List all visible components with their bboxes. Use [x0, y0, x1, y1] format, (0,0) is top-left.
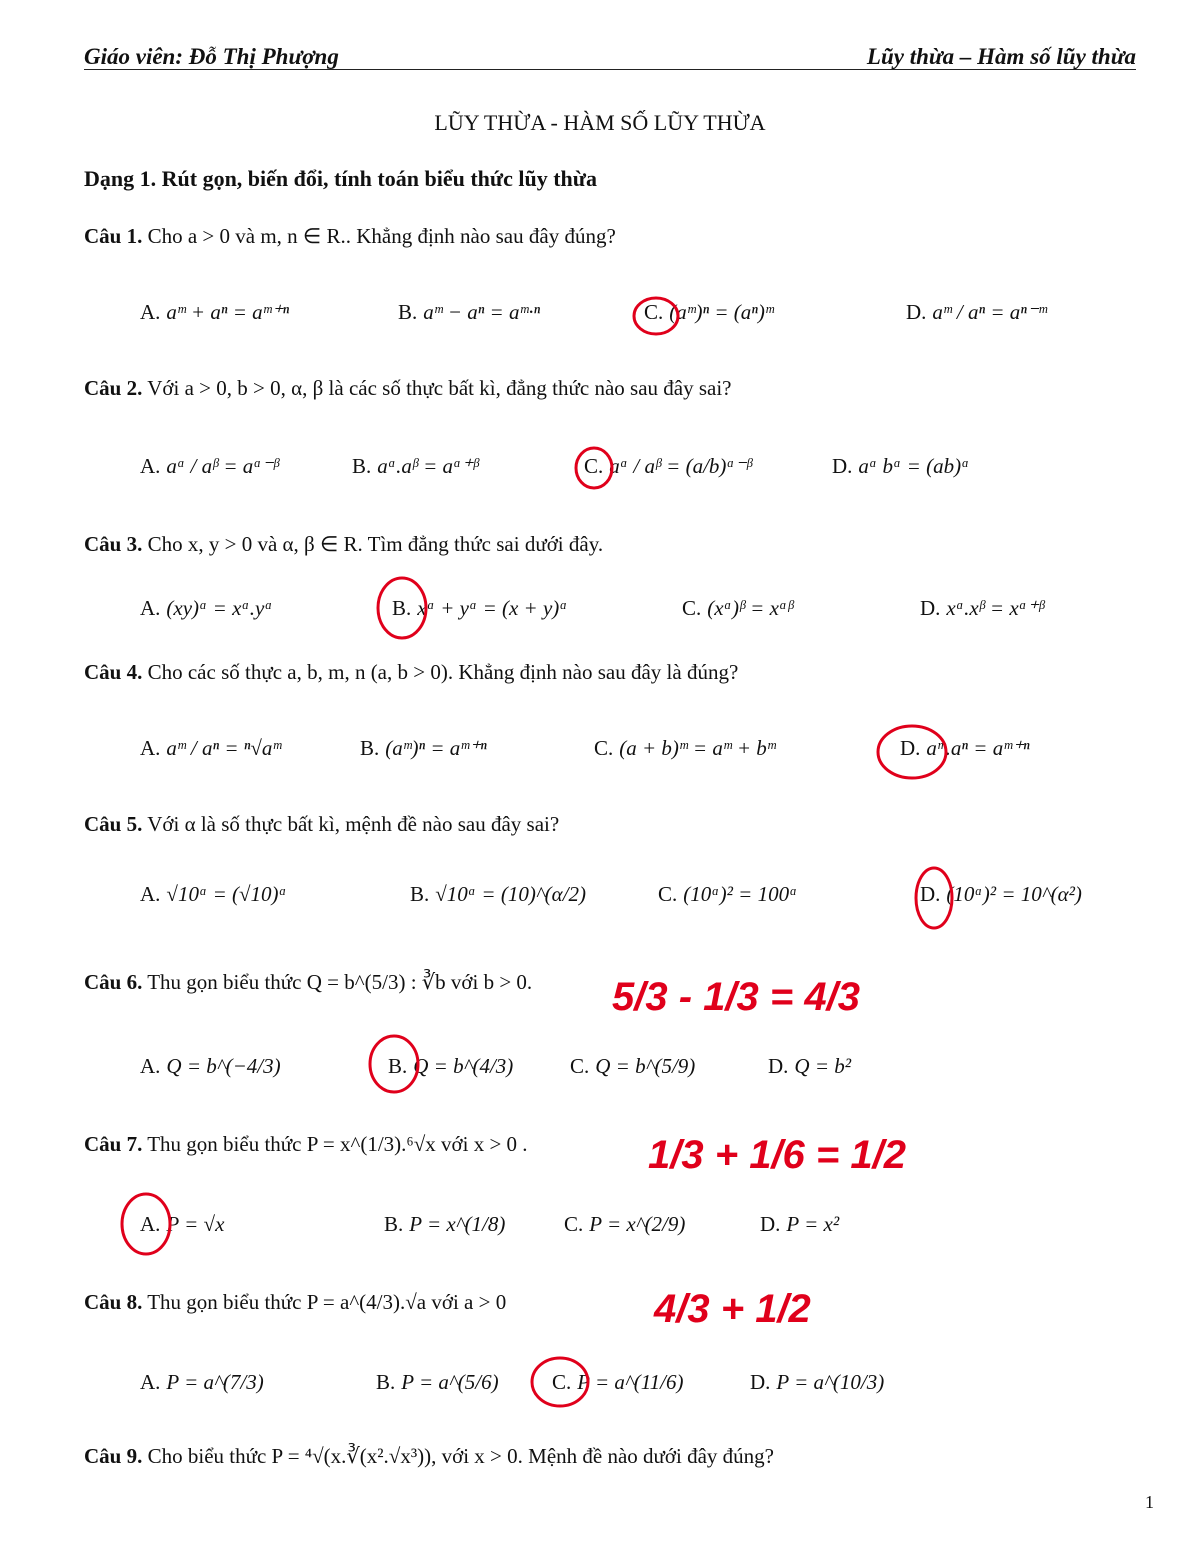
- q7-option-c: C. P = x^(2/9): [564, 1212, 686, 1236]
- question-8: Câu 8. Thu gọn biểu thức P = a^(4/3).√a với a > 0: [84, 1290, 507, 1314]
- handwritten-q6: 5/3 - 1/3 = 4/3: [612, 975, 860, 1019]
- q1-option-d: D. aᵐ / aⁿ = aⁿ⁻ᵐ: [906, 300, 1047, 324]
- q8-option-c: C. P = a^(11/6): [552, 1370, 684, 1394]
- question-2: Câu 2. Với a > 0, b > 0, α, β là các số thực bất kì, đẳng thức nào sau đây sai?: [84, 376, 732, 400]
- q2-option-a: A. aᵅ / aᵝ = aᵅ⁻ᵝ: [140, 454, 279, 478]
- q5-option-b: B. √10ᵅ = (10)^(α/2): [410, 882, 587, 906]
- question-1: [84, 224, 616, 249]
- q2-option-d: D. aᵅ bᵅ = (ab)ᵅ: [832, 454, 970, 478]
- q8-option-b: B. P = a^(5/6): [376, 1370, 499, 1394]
- q6-option-a: A. Q = b^(−4/3): [140, 1054, 281, 1078]
- q7-option-b: B. P = x^(1/8): [384, 1212, 506, 1236]
- header-topic: Lũy thừa – Hàm số lũy thừa: [866, 44, 1136, 69]
- q1-option-b: B. aᵐ − aⁿ = aᵐ·ⁿ: [398, 300, 541, 324]
- q5-option-c: C. (10ᵅ)² = 100ᵅ: [658, 882, 798, 906]
- question-7: Câu 7. Thu gọn biểu thức P = x^(1/3).⁶√x với x > 0 .: [84, 1132, 528, 1156]
- question-5: Câu 5. Với α là số thực bất kì, mệnh đề nào sau đây sai?: [84, 812, 560, 836]
- question-6: Câu 6. Thu gọn biểu thức Q = b^(5/3) : ∛b với b > 0.: [84, 970, 533, 994]
- q4-option-c: C. (a + b)ᵐ = aᵐ + bᵐ: [594, 736, 776, 760]
- q4-option-a: A. aᵐ / aⁿ = ⁿ√aᵐ: [140, 736, 282, 760]
- q2-option-b: B. aᵅ.aᵝ = aᵅ⁺ᵝ: [352, 454, 479, 478]
- q4-option-b: B. (aᵐ)ⁿ = aᵐ⁺ⁿ: [360, 736, 487, 760]
- question-text: Cho a > 0 và m, n ∈ R.. Khẳng định nào sau đây đúng?: [147, 224, 616, 248]
- q8-option-d: D. P = a^(10/3): [750, 1370, 885, 1394]
- q6-option-d: D. Q = b²: [768, 1054, 852, 1078]
- section-heading: Dạng 1. Rút gọn, biến đổi, tính toán biểu thức lũy thừa: [84, 166, 597, 191]
- q1-option-a: A. aᵐ + aⁿ = aᵐ⁺ⁿ: [140, 300, 290, 324]
- q3-option-d: D. xᵅ.xᵝ = xᵅ⁺ᵝ: [920, 596, 1045, 620]
- q7-option-a: A. P = √x: [140, 1212, 225, 1236]
- q2-option-c: C. aᵅ / aᵝ = (a/b)ᵅ⁻ᵝ: [584, 454, 752, 478]
- q3-option-b: B. xᵅ + yᵅ = (x + y)ᵅ: [392, 596, 568, 620]
- q5-option-a: A. √10ᵅ = (√10)ᵅ: [140, 882, 287, 906]
- page-number: 1: [1145, 1492, 1154, 1512]
- page-title: LŨY THỪA - HÀM SỐ LŨY THỪA: [434, 110, 766, 135]
- q8-option-a: A. P = a^(7/3): [140, 1370, 264, 1394]
- header-teacher: Giáo viên: Đỗ Thị Phượng: [84, 44, 339, 69]
- question-4: Câu 4. Cho các số thực a, b, m, n (a, b > 0). Khẳng định nào sau đây là đúng?: [84, 660, 739, 684]
- question-label: Câu 1.: [84, 224, 143, 248]
- q6-option-b: B. Q = b^(4/3): [388, 1054, 514, 1078]
- question-3: Câu 3. Cho x, y > 0 và α, β ∈ R. Tìm đẳng thức sai dưới đây.: [84, 532, 604, 556]
- handwritten-q8: 4/3 + 1/2: [654, 1287, 811, 1331]
- q1-option-c: C. (aᵐ)ⁿ = (aⁿ)ᵐ: [644, 300, 774, 324]
- q7-option-d: D. P = x²: [760, 1212, 840, 1236]
- q3-option-c: C. (xᵅ)ᵝ = xᵅᵝ: [682, 596, 794, 620]
- q6-option-c: C. Q = b^(5/9): [570, 1054, 696, 1078]
- handwritten-q7: 1/3 + 1/6 = 1/2: [648, 1133, 906, 1177]
- q4-option-d: D. aᵐ.aⁿ = aᵐ⁺ⁿ: [900, 736, 1030, 760]
- q3-option-a: A. (xy)ᵅ = xᵅ.yᵅ: [140, 596, 273, 620]
- header-divider: [84, 69, 1136, 70]
- q5-option-d: D. (10ᵅ)² = 10^(α²): [920, 882, 1082, 906]
- question-9: Câu 9. Cho biểu thức P = ⁴√(x.∛(x².√x³)), với x > 0. Mệnh đề nào dưới đây đúng?: [84, 1444, 774, 1468]
